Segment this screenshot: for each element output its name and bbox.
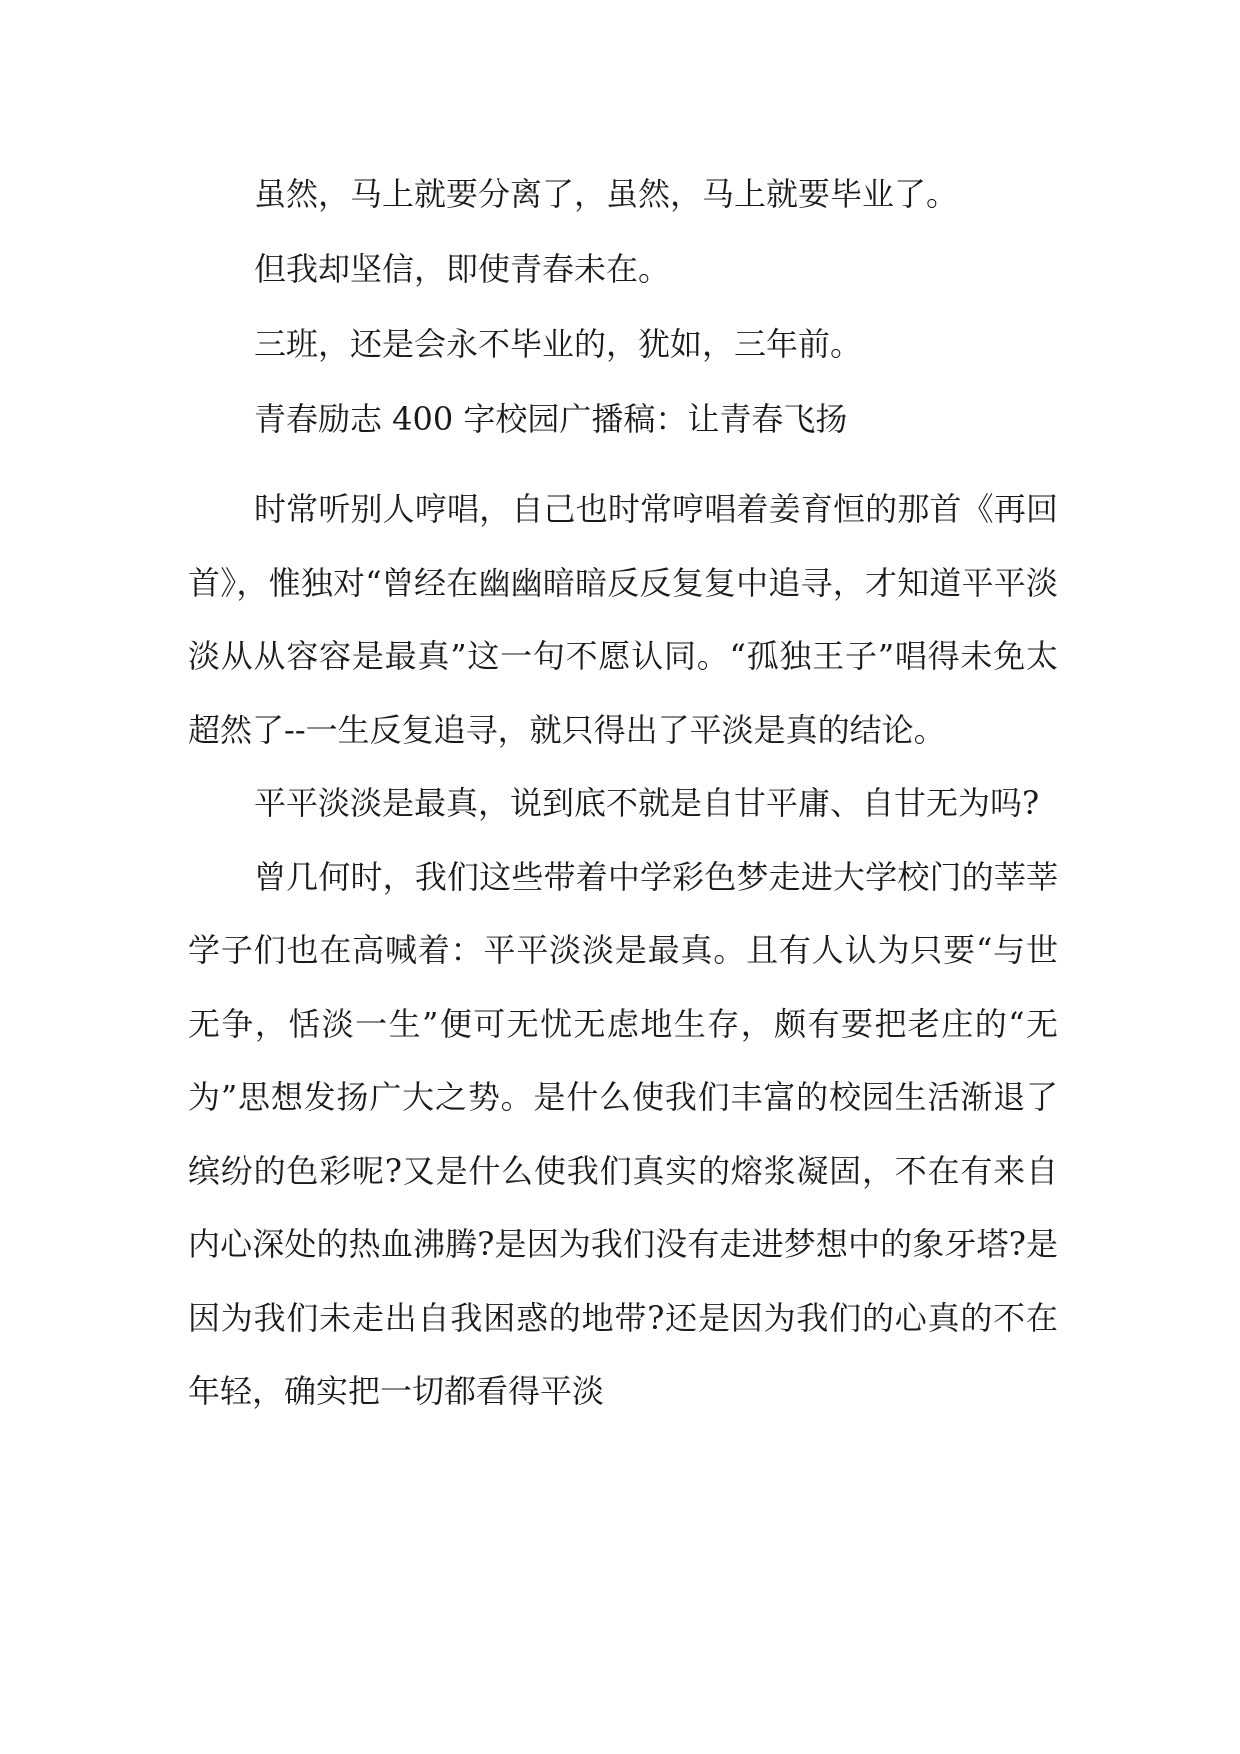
text-line-3: 三班，还是会永不毕业的，犹如，三年前。 <box>254 325 863 363</box>
paragraph-1: 时常听别人哼唱，自己也时常哼唱着姜育恒的那首《再回首》，惟独对“曾经在幽幽暗暗反反复复中追寻，才知道平平淡淡从从容容是最真”这一句不愿认同。“孤独王子”唱得未免太超然了--一生反复追寻，就只得出了平淡是真的结论。 <box>188 490 1058 749</box>
document-page <box>188 170 1058 1429</box>
text-line-2: 但我却坚信，即使青春未在。 <box>254 250 671 288</box>
paragraph-3: 曾几何时，我们这些带着中学彩色梦走进大学校门的莘莘学子们也在高喊着：平平淡淡是最真。且有人认为只要“与世无争，恬淡一生”便可无忧无虑地生存，颇有要把老庄的“无为”思想发扬广大之势。是什么使我们丰富的校园生活渐退了缤纷的色彩呢?又是什么使我们真实的熔浆凝固，不在有来自内心深处的热血沸腾?是因为我们没有走进梦想中的象牙塔?是因为我们未走出自我困惑的地带?还是因为我们的心真的不在年轻，确实把一切都看得平淡 <box>188 857 1058 1410</box>
section-heading: 青春励志 400 字校园广播稿：让青春飞扬 <box>254 400 848 438</box>
text-line-1: 虽然，马上就要分离了，虽然，马上就要毕业了。 <box>254 175 959 213</box>
paragraph-2: 平平淡淡是最真，说到底不就是自甘平庸、自甘无为吗? <box>254 784 1040 822</box>
